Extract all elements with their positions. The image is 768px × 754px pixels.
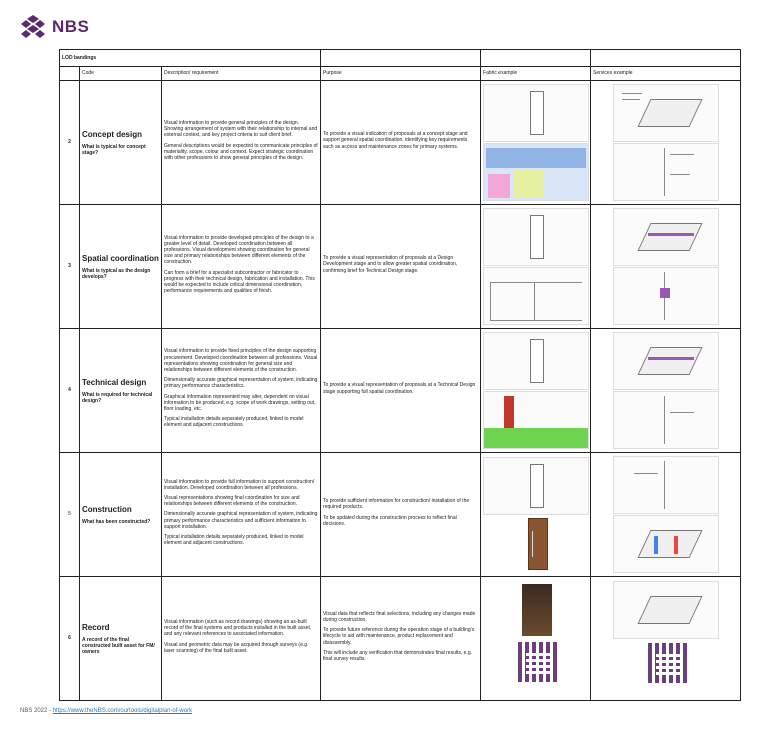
code-cell — [80, 329, 162, 453]
purpose-text: To provide a visual representation of proposals at a Design Development stage and to allow greater spatial coordination, confirming brief for Technical Design stage. — [323, 255, 458, 274]
description-text: Graphical information represented may alter, dependent on visual information to be produced, e.g. scope of work drawings, setting out, floor loading, etc. — [164, 393, 316, 412]
door-elevation-sketch — [483, 332, 589, 390]
description-text: Can form a brief for a specialist subcontractor or fabricator to progress with their technical design, fabrication and installation. This would be expected to include critical dimensional coordination, performance requirements and qualities of finish. — [164, 269, 315, 295]
code-cell — [80, 453, 162, 577]
purpose-text: To provide sufficient information for construction/ installation of the required products. — [323, 498, 470, 511]
description-text: Visual information (such as record drawings) showing an as-built record of the final systems and products installed in the built asset, and any relevant references to associated information. — [164, 618, 312, 638]
code-question: What has been constructed? — [82, 518, 151, 525]
services-example-cell — [591, 205, 741, 329]
purpose-cell — [321, 577, 481, 701]
door-elevation-sketch — [483, 84, 589, 142]
table-row — [60, 205, 741, 329]
purpose-cell — [321, 81, 481, 205]
row-number: 4 — [60, 329, 80, 453]
door-elevation-sketch — [483, 208, 589, 266]
description-text: Typical installation details separately produced, linked to model element and adjacent constructions. — [164, 416, 304, 429]
services-iso-sketch — [613, 332, 719, 390]
code-cell — [80, 205, 162, 329]
services-detail-sketch — [613, 143, 719, 201]
header-fabric-example: Fabric example — [481, 67, 591, 81]
table-row — [60, 453, 741, 577]
code-question: What is typical as the design develops? — [82, 267, 151, 280]
code-cell — [80, 81, 162, 205]
header-description: Description/ requirement — [162, 67, 321, 81]
services-iso-sketch — [613, 515, 719, 573]
purpose-cell — [321, 453, 481, 577]
description-cell — [162, 81, 321, 205]
services-iso-sketch — [613, 84, 719, 142]
description-text: Dimensionally accurate graphical representation of system, indicating primary performance characteristics. — [164, 377, 318, 390]
services-iso-sketch — [613, 581, 719, 639]
concept-plan-image — [483, 143, 589, 201]
table-title-row — [60, 50, 741, 67]
table-row — [60, 81, 741, 205]
nbs-logo — [20, 14, 89, 40]
fabric-example-cell — [481, 577, 591, 701]
description-text: Visual information to provide fixed principles of the design supporting procurement. Developed coordination between all professions. Visual representations showing coordination for general size and relationships between different elements of the construction. — [164, 348, 318, 373]
services-example-cell — [591, 577, 741, 701]
services-detail-sketch — [613, 456, 719, 514]
code-name: Technical design — [82, 377, 147, 387]
nbs-logo-icon — [20, 14, 46, 40]
fabric-example-cell — [481, 205, 591, 329]
row-number: 6 — [60, 577, 80, 701]
code-name: Construction — [82, 504, 132, 514]
fabric-example-cell — [481, 81, 591, 205]
description-text: Visual information to provide full information to support construction/ installation. Developed coordination between all professions. — [164, 478, 315, 491]
row-number: 2 — [60, 81, 80, 205]
description-cell — [162, 205, 321, 329]
description-cell — [162, 577, 321, 701]
description-text: General descriptions would be expected to communicate principles of materiality, scope, colour and context. Expect strategic coordination with other professions to show general principles of the design. — [164, 142, 318, 161]
header-code: Code — [80, 67, 162, 81]
purpose-text: Visual data that reflects final selections, including any changes made during construction. — [323, 610, 476, 623]
row-number: 3 — [60, 205, 80, 329]
purpose-text: To be updated during the construction process to reflect final decisions. — [323, 514, 457, 527]
services-detail-sketch — [613, 267, 719, 325]
services-example-cell — [591, 329, 741, 453]
qr-code-image — [484, 639, 588, 695]
description-text: Typical installation details separately produced, linked to model element and adjacent constructions. — [164, 534, 304, 547]
code-question: What is required for technical design? — [82, 391, 153, 404]
description-cell — [162, 453, 321, 577]
purpose-text: To provide a visual representation of proposals at a Technical Design stage supporting full spatial coordination. — [323, 382, 476, 395]
fabric-example-cell — [481, 329, 591, 453]
purpose-text: To provide a visual indication of proposals at a concept stage and support general spatial coordination, identifying key requirements such as access and maintenance zones for primary systems. — [323, 131, 468, 150]
footer — [20, 708, 192, 714]
code-question: A record of the final constructed built asset for FM/ owners — [82, 636, 155, 655]
services-example-cell — [591, 453, 741, 577]
purpose-cell — [321, 329, 481, 453]
description-text: Visual and geometric data may be acquired through surveys (e.g. laser scanning) of the final built asset. — [164, 641, 309, 654]
footer-prefix: NBS 2022 - — [20, 708, 53, 714]
fabric-example-cell — [481, 453, 591, 577]
row-number: 5 — [60, 453, 80, 577]
table-row — [60, 577, 741, 701]
services-example-cell — [591, 81, 741, 205]
header-purpose: Purpose — [321, 67, 481, 81]
services-detail-sketch — [613, 391, 719, 449]
description-text: Visual information to provide developed principles of the design to a greater level of detail. Developed coordination between all professions. Visual development showing coordination for general size and primary relationships between different elements of the construction. — [164, 234, 314, 266]
purpose-text: To provide future reference during the operation stage of a building's lifecycle to aid with maintenance, product replacement and disassembly. — [323, 627, 475, 646]
purpose-cell — [321, 205, 481, 329]
qr-code-image — [614, 640, 718, 696]
lod-bandings-table — [59, 49, 741, 701]
purpose-text: This will include any verification that demonstrates final results, e.g. final survey results. — [323, 649, 472, 662]
table-title: LOD bandings — [60, 50, 321, 67]
code-name: Spatial coordination — [82, 253, 159, 263]
code-cell — [80, 577, 162, 701]
code-question: What is typical for concept stage? — [82, 143, 146, 156]
header-row — [60, 67, 741, 81]
corridor-photo — [484, 582, 588, 638]
header-services-example: Services example — [591, 67, 741, 81]
table-row — [60, 329, 741, 453]
description-text: Visual representations showing final coordination for size and relationships between different elements of the construction. — [164, 494, 300, 508]
brand-name: NBS — [52, 17, 90, 36]
description-text: Dimensionally accurate graphical representation of system, indicating primary performance characteristics and sufficient information to support installation. — [164, 511, 318, 530]
code-name: Concept design — [82, 129, 143, 139]
services-iso-sketch — [613, 208, 719, 266]
footer-link[interactable]: https://www.theNBS.com/ourtools/digitalplan-of-work — [52, 708, 193, 714]
description-cell — [162, 329, 321, 453]
technical-3d-image — [483, 391, 589, 449]
code-name: Record — [82, 622, 110, 632]
wood-door-image — [484, 516, 588, 572]
description-text: Visual information to provide general principles of the design. Showing arrangement of system with their relationship to internal and external context, and key project criteria to suit client brief. — [164, 119, 318, 139]
door-elevation-sketch — [483, 457, 589, 515]
developed-plan-sketch — [483, 267, 589, 325]
